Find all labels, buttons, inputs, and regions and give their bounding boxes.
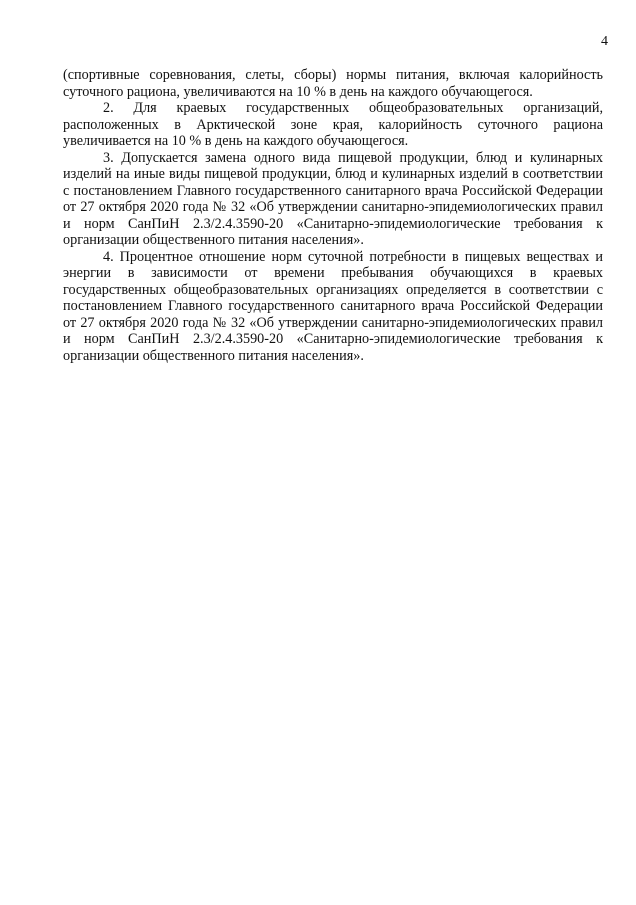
paragraph-item-3: 3. Допускается замена одного вида пищевой продукции, блюд и кулинарных изделий на иные виды пищевой продукции, блюд и кулинарных изделий в соответствии с постановлением Главного государственного санитарного врача Российской Федерации от 27 октября 2020 года № 32 «Об утверждении санитарно-эпидемиологических правил и норм СанПиН 2.3/2.4.3590-20 «Санитарно-эпидемиологические требования к организации общественного питания населения».	[63, 149, 603, 248]
paragraph-continuation: (спортивные соревнования, слеты, сборы) нормы питания, включая калорийность суточного рациона, увеличиваются на 10 % в день на каждого обучающегося.	[63, 67, 603, 100]
paragraph-item-4: 4. Процентное отношение норм суточной потребности в пищевых веществах и энергии в зависимости от времени пребывания обучающихся в краевых государственных общеобразовательных организациях определяется в соответствии с постановлением Главного государственного санитарного врача Российской Федерации от 27 октября 2020 года № 32 «Об утверждении санитарно-эпидемиологических правил и норм СанПиН 2.3/2.4.3590-20 «Санитарно-эпидемиологические требования к организации общественного питания населения».	[63, 248, 603, 364]
paragraph-item-2: 2. Для краевых государственных общеобразовательных организаций, расположенных в Арктической зоне края, калорийность суточного рациона увеличивается на 10 % в день на каждого обучающегося.	[63, 100, 603, 149]
document-body	[63, 67, 603, 364]
page-number: 4	[601, 34, 608, 49]
